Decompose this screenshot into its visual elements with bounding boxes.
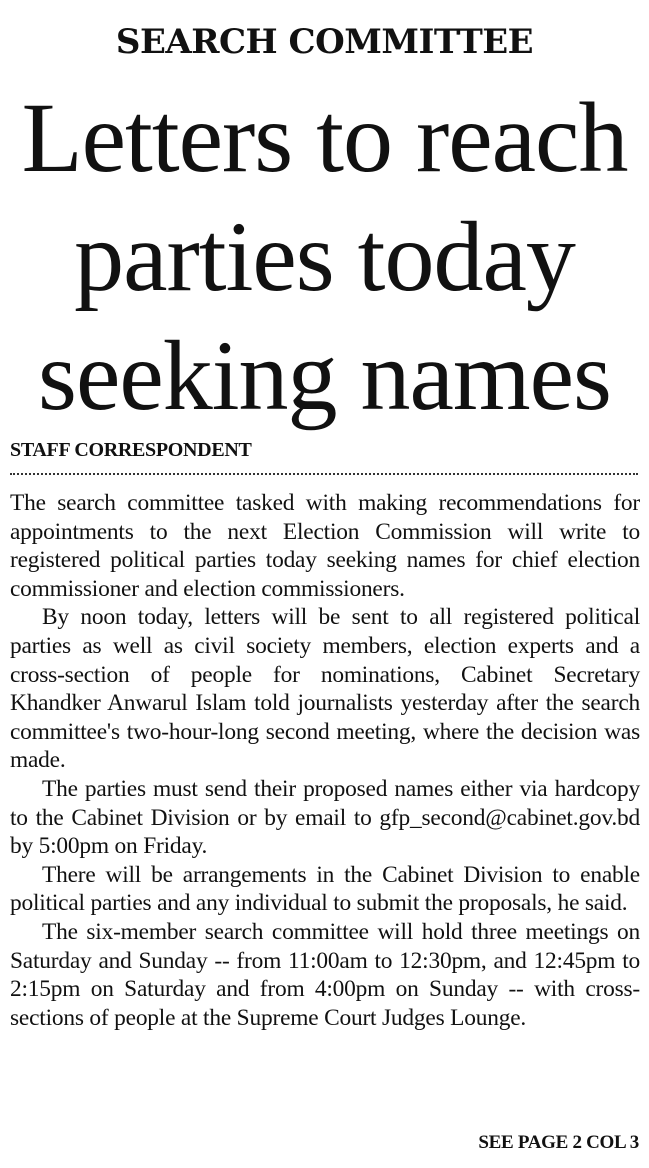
continuation-jump: SEE PAGE 2 COL 3 xyxy=(478,1132,639,1153)
section-kicker: SEARCH COMMITTEE xyxy=(115,22,534,62)
article-body xyxy=(10,489,640,1032)
paragraph-4: There will be arrangements in the Cabinet Division to enable political parties and any individual to submit the proposals, he said. xyxy=(10,861,640,917)
headline-line-2: parties today xyxy=(74,201,575,312)
paragraph-1: The search committee tasked with making recommendations for appointments to the next Election Commission will write to registered political parties today seeking names for chief election commissioner and election commissioners. xyxy=(10,490,640,602)
byline: STAFF CORRESPONDENT xyxy=(10,439,252,461)
headline-line-3: seeking names xyxy=(38,320,611,431)
paragraph-3: The parties must send their proposed names either via hardcopy to the Cabinet Division or by email to gfp_second@cabinet.gov.bd by 5:00pm on Friday. xyxy=(10,775,640,860)
paragraph-2: By noon today, letters will be sent to all registered political parties as well as civil society members, election experts and a cross-section of people for nominations, Cabinet Secretary Khandker Anwarul Islam told journalists yesterday after the search committee's two-hour-long second meeting, where the decision was made. xyxy=(10,604,640,774)
byline-divider xyxy=(10,473,638,475)
headline-line-1: Letters to reach xyxy=(21,82,628,193)
headline xyxy=(0,78,649,435)
paragraph-5: The six-member search committee will hold three meetings on Saturday and Sunday -- from 11:00am to 12:30pm, and 12:45pm to 2:15pm on Saturday and from 4:00pm on Sunday -- with cross-sections of people at the Supreme Court Judges Lounge. xyxy=(10,918,640,1031)
